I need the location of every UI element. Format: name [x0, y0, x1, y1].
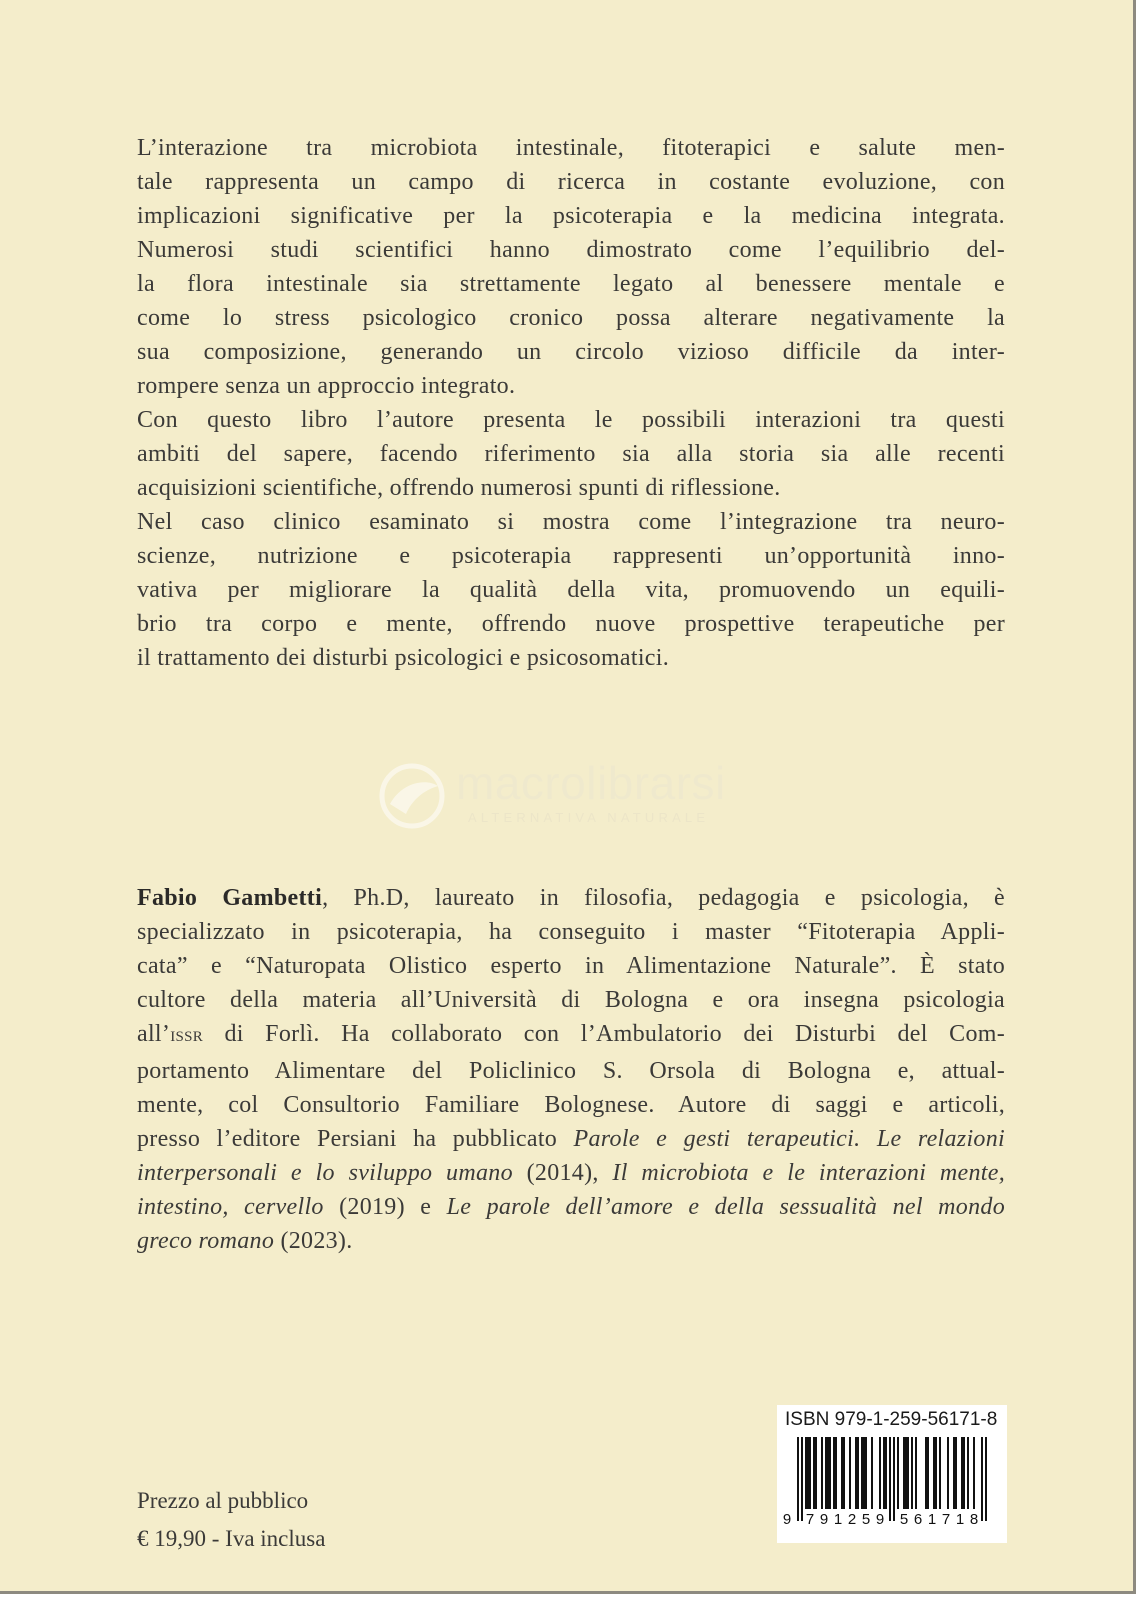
description-line: scienze, nutrizione e psicoterapia rappresenti un’opportunità inno- [137, 543, 1005, 569]
barcode-digit: 9 [819, 1511, 829, 1528]
bio-line: cultore della materia all’Università di Bologna e ora insegna psicologia [137, 987, 1005, 1013]
barcode-bar [863, 1437, 865, 1509]
barcode-digit: 7 [805, 1511, 815, 1528]
barcode-bar [809, 1437, 811, 1509]
barcode-digit: 1 [955, 1511, 965, 1528]
barcode-bar [893, 1437, 895, 1521]
barcode-digit: 9 [875, 1511, 885, 1528]
barcode-bar [829, 1437, 831, 1509]
barcode-digit: 6 [913, 1511, 923, 1528]
barcode-bar [843, 1437, 845, 1509]
book-title: Le parole dell’amore e della sessualità nel mondo [446, 1194, 1005, 1220]
book-title: intestino, cervello [137, 1194, 324, 1220]
barcode-digit: 1 [927, 1511, 937, 1528]
description-line: brio tra corpo e mente, offrendo nuove prospettive terapeutiche per [137, 611, 1005, 637]
barcode-bar [985, 1437, 987, 1521]
barcode-bar [961, 1437, 963, 1509]
barcode-bar [981, 1437, 983, 1521]
barcode-bar [967, 1437, 969, 1509]
watermark-name: macrolibrarsi [456, 757, 726, 809]
bio-line: portamento Alimentare del Policlinico S. Orsola di Bologna e, attual- [137, 1058, 1005, 1084]
barcode-bar [939, 1437, 941, 1509]
book-title: greco romano [137, 1228, 275, 1254]
barcode-bar [925, 1437, 927, 1509]
barcode-bar [813, 1437, 815, 1509]
barcode-bar [801, 1437, 803, 1521]
description-line: tale rappresenta un campo di ricerca in costante evoluzione, con [137, 169, 1005, 195]
barcode-bar [797, 1437, 799, 1521]
barcode-bar [855, 1437, 857, 1509]
barcode-bar [871, 1437, 873, 1509]
description-line: come lo stress psicologico cronico possa alterare negativamente la [137, 305, 1005, 331]
barcode-bar [849, 1437, 851, 1509]
bio-text: , Ph.D, laureato in filosofia, pedagogia e psicologia, è [322, 885, 1005, 911]
barcode-bar [815, 1437, 817, 1509]
bio-text: presso l’editore Persiani ha pubblicato [137, 1126, 574, 1152]
description-line: Con questo libro l’autore presenta le possibili interazioni tra questi [137, 407, 1005, 433]
description-line: implicazioni significative per la psicoterapia e la medicina integrata. [137, 203, 1005, 229]
book-title: Parole e gesti terapeutici. Le relazioni [573, 1126, 1005, 1152]
bio-text: (2023). [274, 1228, 353, 1254]
book-title: interpersonali e lo sviluppo umano [137, 1160, 513, 1186]
bio-line: specializzato in psicoterapia, ha conseguito i master “Fitoterapia Appli- [137, 919, 1005, 945]
barcode-bar [885, 1437, 887, 1509]
barcode-bar [915, 1437, 917, 1509]
description-line: L’interazione tra microbiota intestinale, fitoterapici e salute men- [137, 135, 1005, 161]
barcode-bar [807, 1437, 809, 1509]
barcode-bar [889, 1437, 891, 1521]
barcode-digit: 5 [861, 1511, 871, 1528]
author-name: Fabio Gambetti [137, 885, 323, 911]
barcode-bar [911, 1437, 913, 1509]
barcode-bar [963, 1437, 965, 1509]
description-line: vativa per migliorare la qualità della vita, promuovendo un equili- [137, 577, 1005, 603]
isbn-label: ISBN 979-1-259-56171-8 [785, 1409, 998, 1430]
barcode-digit: 2 [847, 1511, 857, 1528]
barcode-bar [879, 1437, 881, 1509]
barcode-bar [947, 1437, 949, 1509]
institute-abbr: ISSR [170, 1029, 204, 1045]
bio-text: all’ [137, 1021, 171, 1047]
barcode-bar [883, 1437, 885, 1509]
barcode-bar [907, 1437, 909, 1509]
barcode-digit: 8 [969, 1511, 979, 1528]
bio-text: (2014), [512, 1160, 613, 1186]
barcode-digit: 5 [899, 1511, 909, 1528]
barcode-bar [905, 1437, 907, 1509]
barcode-bar [825, 1437, 827, 1509]
barcode-bar [973, 1437, 975, 1509]
isbn-barcode [777, 1405, 1007, 1543]
bio-line: mente, col Consultorio Familiare Bolognese. Autore di saggi e articoli, [137, 1092, 1005, 1118]
barcode-bar [953, 1437, 955, 1509]
barcode-bar [955, 1437, 957, 1509]
barcode-bar [827, 1437, 829, 1509]
barcode [777, 1405, 1007, 1543]
book-title: Il microbiota e le interazioni mente, [612, 1160, 1005, 1186]
barcode-bar [933, 1437, 935, 1509]
barcode-bar [857, 1437, 859, 1509]
barcode-bar [833, 1437, 835, 1509]
description-line: Nel caso clinico esaminato si mostra come l’integrazione tra neuro- [137, 509, 1005, 535]
author-bio [137, 881, 1005, 1258]
price-label: Prezzo al pubblico [137, 1488, 309, 1513]
leaf-logo-icon [376, 760, 448, 832]
price-block [137, 1482, 325, 1558]
description-line: Numerosi studi scientifici hanno dimostrato come l’equilibrio del- [137, 237, 1005, 263]
barcode-bar [903, 1437, 905, 1509]
description-line: acquisizioni scientifiche, offrendo numerosi spunti di riflessione. [137, 475, 781, 501]
bio-line: cata” e “Naturopata Olistico esperto in Alimentazione Naturale”. È stato [137, 953, 1005, 979]
description-line: la flora intestinale sia strettamente legato al benessere mentale e [137, 271, 1005, 297]
description-line: il trattamento dei disturbi psicologici e psicosomatici. [137, 645, 670, 671]
bio-text: di Forlì. Ha collaborato con l’Ambulatorio dei Disturbi del Com- [203, 1021, 1005, 1047]
barcode-digit: 1 [833, 1511, 843, 1528]
barcode-bar [935, 1437, 937, 1509]
barcode-bar [927, 1437, 929, 1509]
watermark [376, 752, 776, 838]
barcode-digit: 9 [782, 1511, 792, 1528]
description-line: sua composizione, generando un circolo vizioso difficile da inter- [137, 339, 1005, 365]
barcode-bar [805, 1437, 807, 1509]
price-value: € 19,90 - Iva inclusa [137, 1526, 326, 1551]
book-description [137, 131, 1005, 675]
barcode-bar [861, 1437, 863, 1509]
barcode-bar [897, 1437, 899, 1509]
bio-text: (2019) e [323, 1194, 447, 1220]
description-line: ambiti del sapere, facendo riferimento sia alla storia sia alle recenti [137, 441, 1005, 467]
barcode-bar [835, 1437, 837, 1509]
barcode-bar [841, 1437, 843, 1509]
barcode-bar [821, 1437, 823, 1509]
barcode-digit: 7 [941, 1511, 951, 1528]
description-line: rompere senza un approccio integrato. [137, 373, 516, 399]
watermark-tagline: ALTERNATIVA NATURALE [468, 810, 710, 825]
barcode-bar [865, 1437, 867, 1509]
